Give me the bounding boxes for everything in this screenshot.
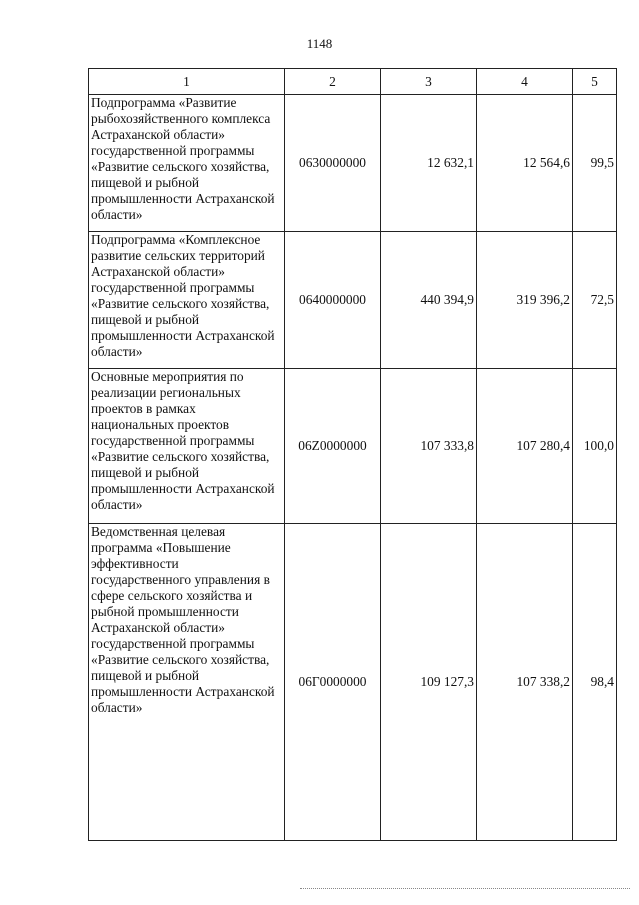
amount-cell: 107 280,4 <box>477 369 573 524</box>
column-header: 3 <box>381 69 477 95</box>
program-code-cell: 0630000000 <box>285 95 381 232</box>
table-header-row <box>89 69 617 95</box>
program-name-cell: Подпрограмма «Развитие рыбохозяйственного комплекса Астраханской области» государственной программы «Развитие сельского хозяйства, пищевой и рыбной промышленности Астраханской области» <box>89 95 285 232</box>
amount-cell: 107 338,2 <box>477 524 573 841</box>
percent-cell: 100,0 <box>573 369 617 524</box>
column-header: 4 <box>477 69 573 95</box>
column-header: 1 <box>89 69 285 95</box>
column-header: 2 <box>285 69 381 95</box>
program-code-cell: 0640000000 <box>285 232 381 369</box>
program-name-cell: Ведомственная целевая программа «Повышение эффективности государственного управления в сфере сельского хозяйства и рыбной промышленности Астраханской области» государственной программы «Развитие сельского хозяйства, пищевой и рыбной промышленности Астраханской области» <box>89 524 285 841</box>
percent-cell: 72,5 <box>573 232 617 369</box>
table-row <box>89 232 617 369</box>
amount-cell: 12 632,1 <box>381 95 477 232</box>
program-code-cell: 06Z0000000 <box>285 369 381 524</box>
amount-cell: 12 564,6 <box>477 95 573 232</box>
table-row <box>89 95 617 232</box>
percent-cell: 98,4 <box>573 524 617 841</box>
column-header: 5 <box>573 69 617 95</box>
program-code-cell: 06Г0000000 <box>285 524 381 841</box>
amount-cell: 319 396,2 <box>477 232 573 369</box>
table-row <box>89 524 617 841</box>
program-name-cell: Основные мероприятия по реализации региональных проектов в рамках национальных проектов государственной программы «Развитие сельского хозяйства, пищевой и рыбной промышленности Астраханской области» <box>89 369 285 524</box>
amount-cell: 440 394,9 <box>381 232 477 369</box>
program-name-cell: Подпрограмма «Комплексное развитие сельских территорий Астраханской области» государственной программы «Развитие сельского хозяйства, пищевой и рыбной промышленности Астраханской области» <box>89 232 285 369</box>
amount-cell: 107 333,8 <box>381 369 477 524</box>
scan-edge-line <box>300 888 630 889</box>
budget-table <box>88 68 617 841</box>
page-number: 1148 <box>306 36 333 51</box>
percent-cell: 99,5 <box>573 95 617 232</box>
amount-cell: 109 127,3 <box>381 524 477 841</box>
table-row <box>89 369 617 524</box>
